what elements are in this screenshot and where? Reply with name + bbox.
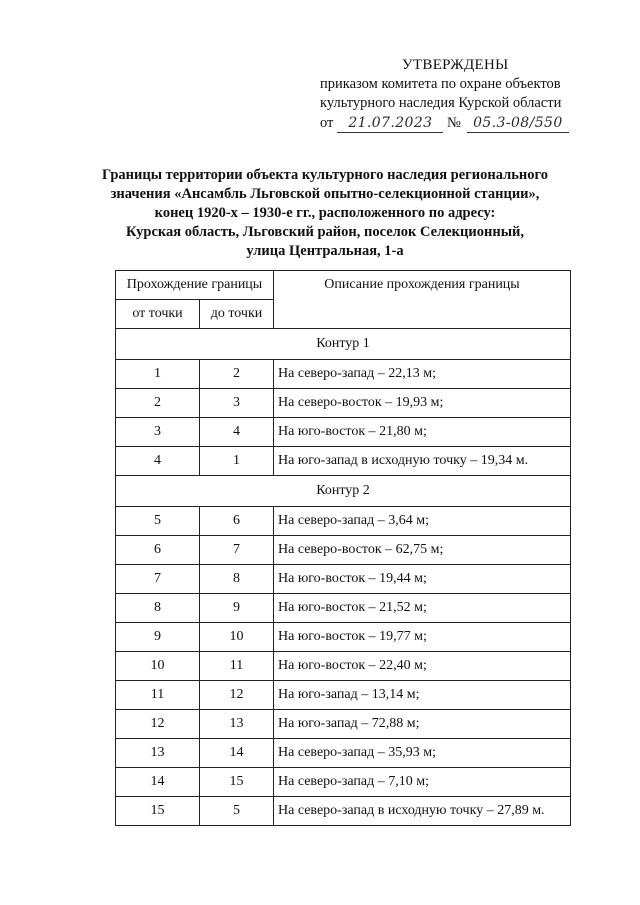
from-point-cell: 8 (116, 594, 200, 623)
from-point-cell: 3 (116, 418, 200, 447)
approval-title: УТВЕРЖДЕНЫ (402, 57, 509, 73)
from-point-cell: 12 (116, 710, 200, 739)
from-point-cell: 1 (116, 360, 200, 389)
table-row (116, 536, 571, 565)
from-point-cell: 15 (116, 797, 200, 826)
handwritten-number: 05.3-08/550 (467, 114, 569, 133)
heading-line: Границы территории объекта культурного наследия регионального (102, 167, 548, 183)
from-point-cell: 11 (116, 681, 200, 710)
description-cell: На северо-восток – 62,75 м; (274, 536, 571, 565)
description-cell: На юго-запад в исходную точку – 19,34 м. (274, 447, 571, 476)
table-row (116, 681, 571, 710)
to-point-cell: 3 (200, 389, 274, 418)
heading-line: улица Центральная, 1-а (246, 243, 404, 259)
to-point-cell: 1 (200, 447, 274, 476)
table-row (116, 447, 571, 476)
table-row (116, 418, 571, 447)
to-point-cell: 12 (200, 681, 274, 710)
description-cell: На юго-запад – 13,14 м; (274, 681, 571, 710)
table-row (116, 360, 571, 389)
heading-line: Курская область, Льговский район, поселок Селекционный, (126, 224, 524, 240)
to-point-cell: 4 (200, 418, 274, 447)
from-point-cell: 6 (116, 536, 200, 565)
table-row (116, 507, 571, 536)
description-cell: На северо-восток – 19,93 м; (274, 389, 571, 418)
description-cell: На северо-запад – 35,93 м; (274, 739, 571, 768)
approval-date-number-line (320, 114, 569, 133)
heading-line: конец 1920-х – 1930-е гг., расположенного по адресу: (154, 205, 496, 221)
header-to-point: до точки (200, 300, 274, 329)
from-point-cell: 13 (116, 739, 200, 768)
from-point-cell: 4 (116, 447, 200, 476)
boundary-table (115, 270, 571, 826)
table-row (116, 565, 571, 594)
description-cell: На юго-восток – 19,44 м; (274, 565, 571, 594)
to-point-cell: 10 (200, 623, 274, 652)
number-label: № (447, 115, 461, 131)
header-from-point: от точки (116, 300, 200, 329)
heading-line: значения «Ансамбль Льговской опытно-селекционной станции», (110, 186, 540, 202)
from-point-cell: 10 (116, 652, 200, 681)
from-point-cell: 2 (116, 389, 200, 418)
from-label: от (320, 115, 334, 131)
description-cell: На северо-запад – 7,10 м; (274, 768, 571, 797)
approval-order-line: приказом комитета по охране объектов (320, 76, 561, 92)
header-description: Описание прохождения границы (274, 271, 571, 329)
from-point-cell: 7 (116, 565, 200, 594)
to-point-cell: 15 (200, 768, 274, 797)
handwritten-date: 21.07.2023 (337, 114, 443, 133)
to-point-cell: 8 (200, 565, 274, 594)
description-cell: На юго-восток – 19,77 м; (274, 623, 571, 652)
description-cell: На северо-запад в исходную точку – 27,89 м. (274, 797, 571, 826)
description-cell: На юго-восток – 22,40 м; (274, 652, 571, 681)
contour-title: Контур 2 (116, 476, 571, 507)
description-cell: На юго-запад – 72,88 м; (274, 710, 571, 739)
from-point-cell: 9 (116, 623, 200, 652)
table-row (116, 739, 571, 768)
approval-committee-line: культурного наследия Курской области (320, 95, 562, 111)
table-row (116, 594, 571, 623)
to-point-cell: 9 (200, 594, 274, 623)
table-row (116, 652, 571, 681)
to-point-cell: 14 (200, 739, 274, 768)
table-row (116, 797, 571, 826)
from-point-cell: 5 (116, 507, 200, 536)
from-point-cell: 14 (116, 768, 200, 797)
to-point-cell: 6 (200, 507, 274, 536)
table-row (116, 710, 571, 739)
to-point-cell: 13 (200, 710, 274, 739)
description-cell: На северо-запад – 3,64 м; (274, 507, 571, 536)
document-heading (90, 166, 560, 261)
table-header-row (116, 271, 571, 300)
table-row (116, 768, 571, 797)
to-point-cell: 11 (200, 652, 274, 681)
contour-header-row (116, 476, 571, 507)
header-boundary-passage: Прохождение границы (116, 271, 274, 300)
contour-title: Контур 1 (116, 329, 571, 360)
description-cell: На северо-запад – 22,13 м; (274, 360, 571, 389)
to-point-cell: 2 (200, 360, 274, 389)
description-cell: На юго-восток – 21,52 м; (274, 594, 571, 623)
contour-header-row (116, 329, 571, 360)
table-row (116, 389, 571, 418)
to-point-cell: 5 (200, 797, 274, 826)
table-row (116, 623, 571, 652)
description-cell: На юго-восток – 21,80 м; (274, 418, 571, 447)
to-point-cell: 7 (200, 536, 274, 565)
